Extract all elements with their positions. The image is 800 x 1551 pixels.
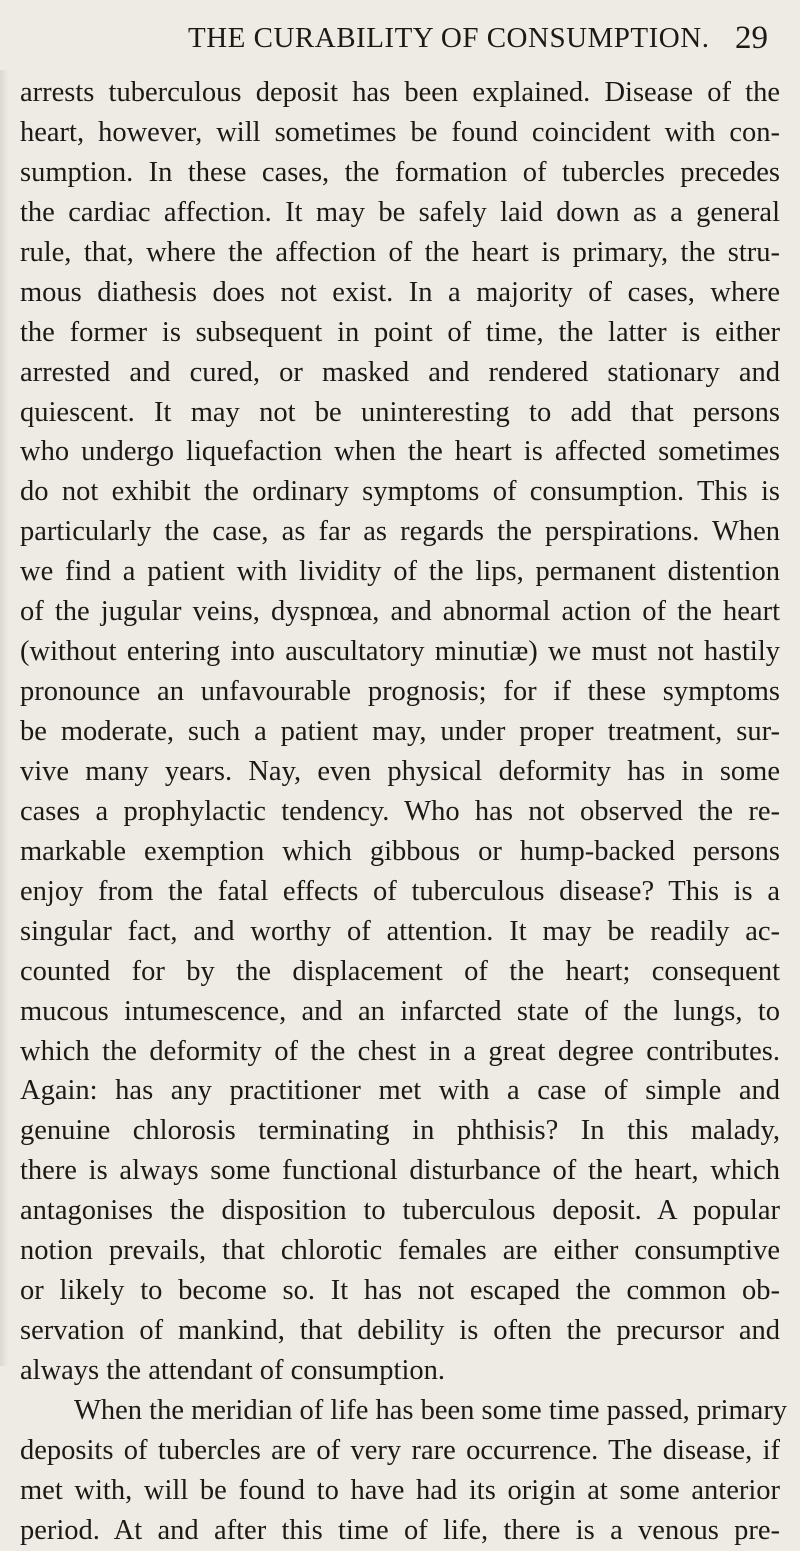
text-line: heart, however, will sometimes be found coincident with con- (20, 116, 780, 148)
text-line: met with, will be found to have had its origin at some anterior (20, 1474, 780, 1506)
text-line: mous diathesis does not exist. In a majority of cases, where (20, 276, 780, 308)
text-line: arrested and cured, or masked and rendered stationary and (20, 356, 780, 388)
text-line: period. At and after this time of life, there is a venous pre- (20, 1514, 780, 1546)
text-line: we find a patient with lividity of the lips, permanent distention (20, 556, 780, 588)
text-line: counted for by the displacement of the heart; consequent (20, 955, 780, 987)
text-line: mucous intumescence, and an infarcted state of the lungs, to (20, 995, 780, 1027)
text-line: enjoy from the fatal effects of tuberculous disease? This is a (20, 875, 780, 907)
text-line: deposits of tubercles are of very rare occurrence. The disease, if (20, 1434, 780, 1466)
text-line-paragraph-end: always the attendant of consumption. (20, 1355, 446, 1386)
text-line: there is always some functional disturbance of the heart, which (20, 1155, 780, 1187)
text-line: sumption. In these cases, the formation of tubercles precedes (20, 156, 780, 188)
page-gutter-shadow (0, 70, 9, 1366)
text-line: the former is subsequent in point of time, the latter is either (20, 316, 780, 348)
text-line: (without entering into auscultatory minutiæ) we must not hastily (20, 636, 780, 668)
text-line: cases a prophylactic tendency. Who has not observed the re- (20, 795, 780, 827)
text-line: arrests tuberculous deposit has been explained. Disease of the (20, 77, 780, 108)
body-text (20, 73, 788, 1551)
text-line: singular fact, and worthy of attention. It may be readily ac- (20, 915, 780, 947)
text-line: servation of mankind, that debility is often the precursor and (20, 1315, 780, 1347)
text-line: rule, that, where the affection of the heart is primary, the stru- (20, 236, 780, 268)
page-header (0, 20, 800, 60)
text-line: the cardiac affection. It may be safely laid down as a general (20, 196, 780, 228)
text-line: genuine chlorosis terminating in phthisis? In this malady, (20, 1115, 780, 1147)
running-title: THE CURABILITY OF CONSUMPTION. (188, 22, 710, 54)
text-line: markable exemption which gibbous or hump-backed persons (20, 835, 780, 867)
page-number: 29 (735, 20, 768, 56)
text-line: who undergo liquefaction when the heart is affected sometimes (20, 436, 780, 468)
text-line: quiescent. It may not be uninteresting to add that persons (20, 396, 780, 428)
text-line: which the deformity of the chest in a great degree contributes. (20, 1035, 780, 1067)
text-line-paragraph-start: When the meridian of life has been some time passed, primary (74, 1394, 788, 1426)
text-line: notion prevails, that chlorotic females are either consumptive (20, 1235, 780, 1267)
text-line: vive many years. Nay, even physical deformity has in some (20, 755, 780, 787)
text-line: particularly the case, as far as regards the perspirations. When (20, 516, 780, 548)
text-line: be moderate, such a patient may, under proper treatment, sur- (20, 716, 780, 747)
text-line: of the jugular veins, dyspnœa, and abnormal action of the heart (20, 596, 780, 628)
text-line: antagonises the disposition to tuberculous deposit. A popular (20, 1195, 780, 1227)
text-line: pronounce an unfavourable prognosis; for if these symptoms (20, 676, 780, 708)
text-line: or likely to become so. It has not escaped the common ob- (20, 1275, 780, 1307)
text-line: do not exhibit the ordinary symptoms of consumption. This is (20, 476, 780, 508)
text-line: Again: has any practitioner met with a case of simple and (20, 1075, 780, 1107)
